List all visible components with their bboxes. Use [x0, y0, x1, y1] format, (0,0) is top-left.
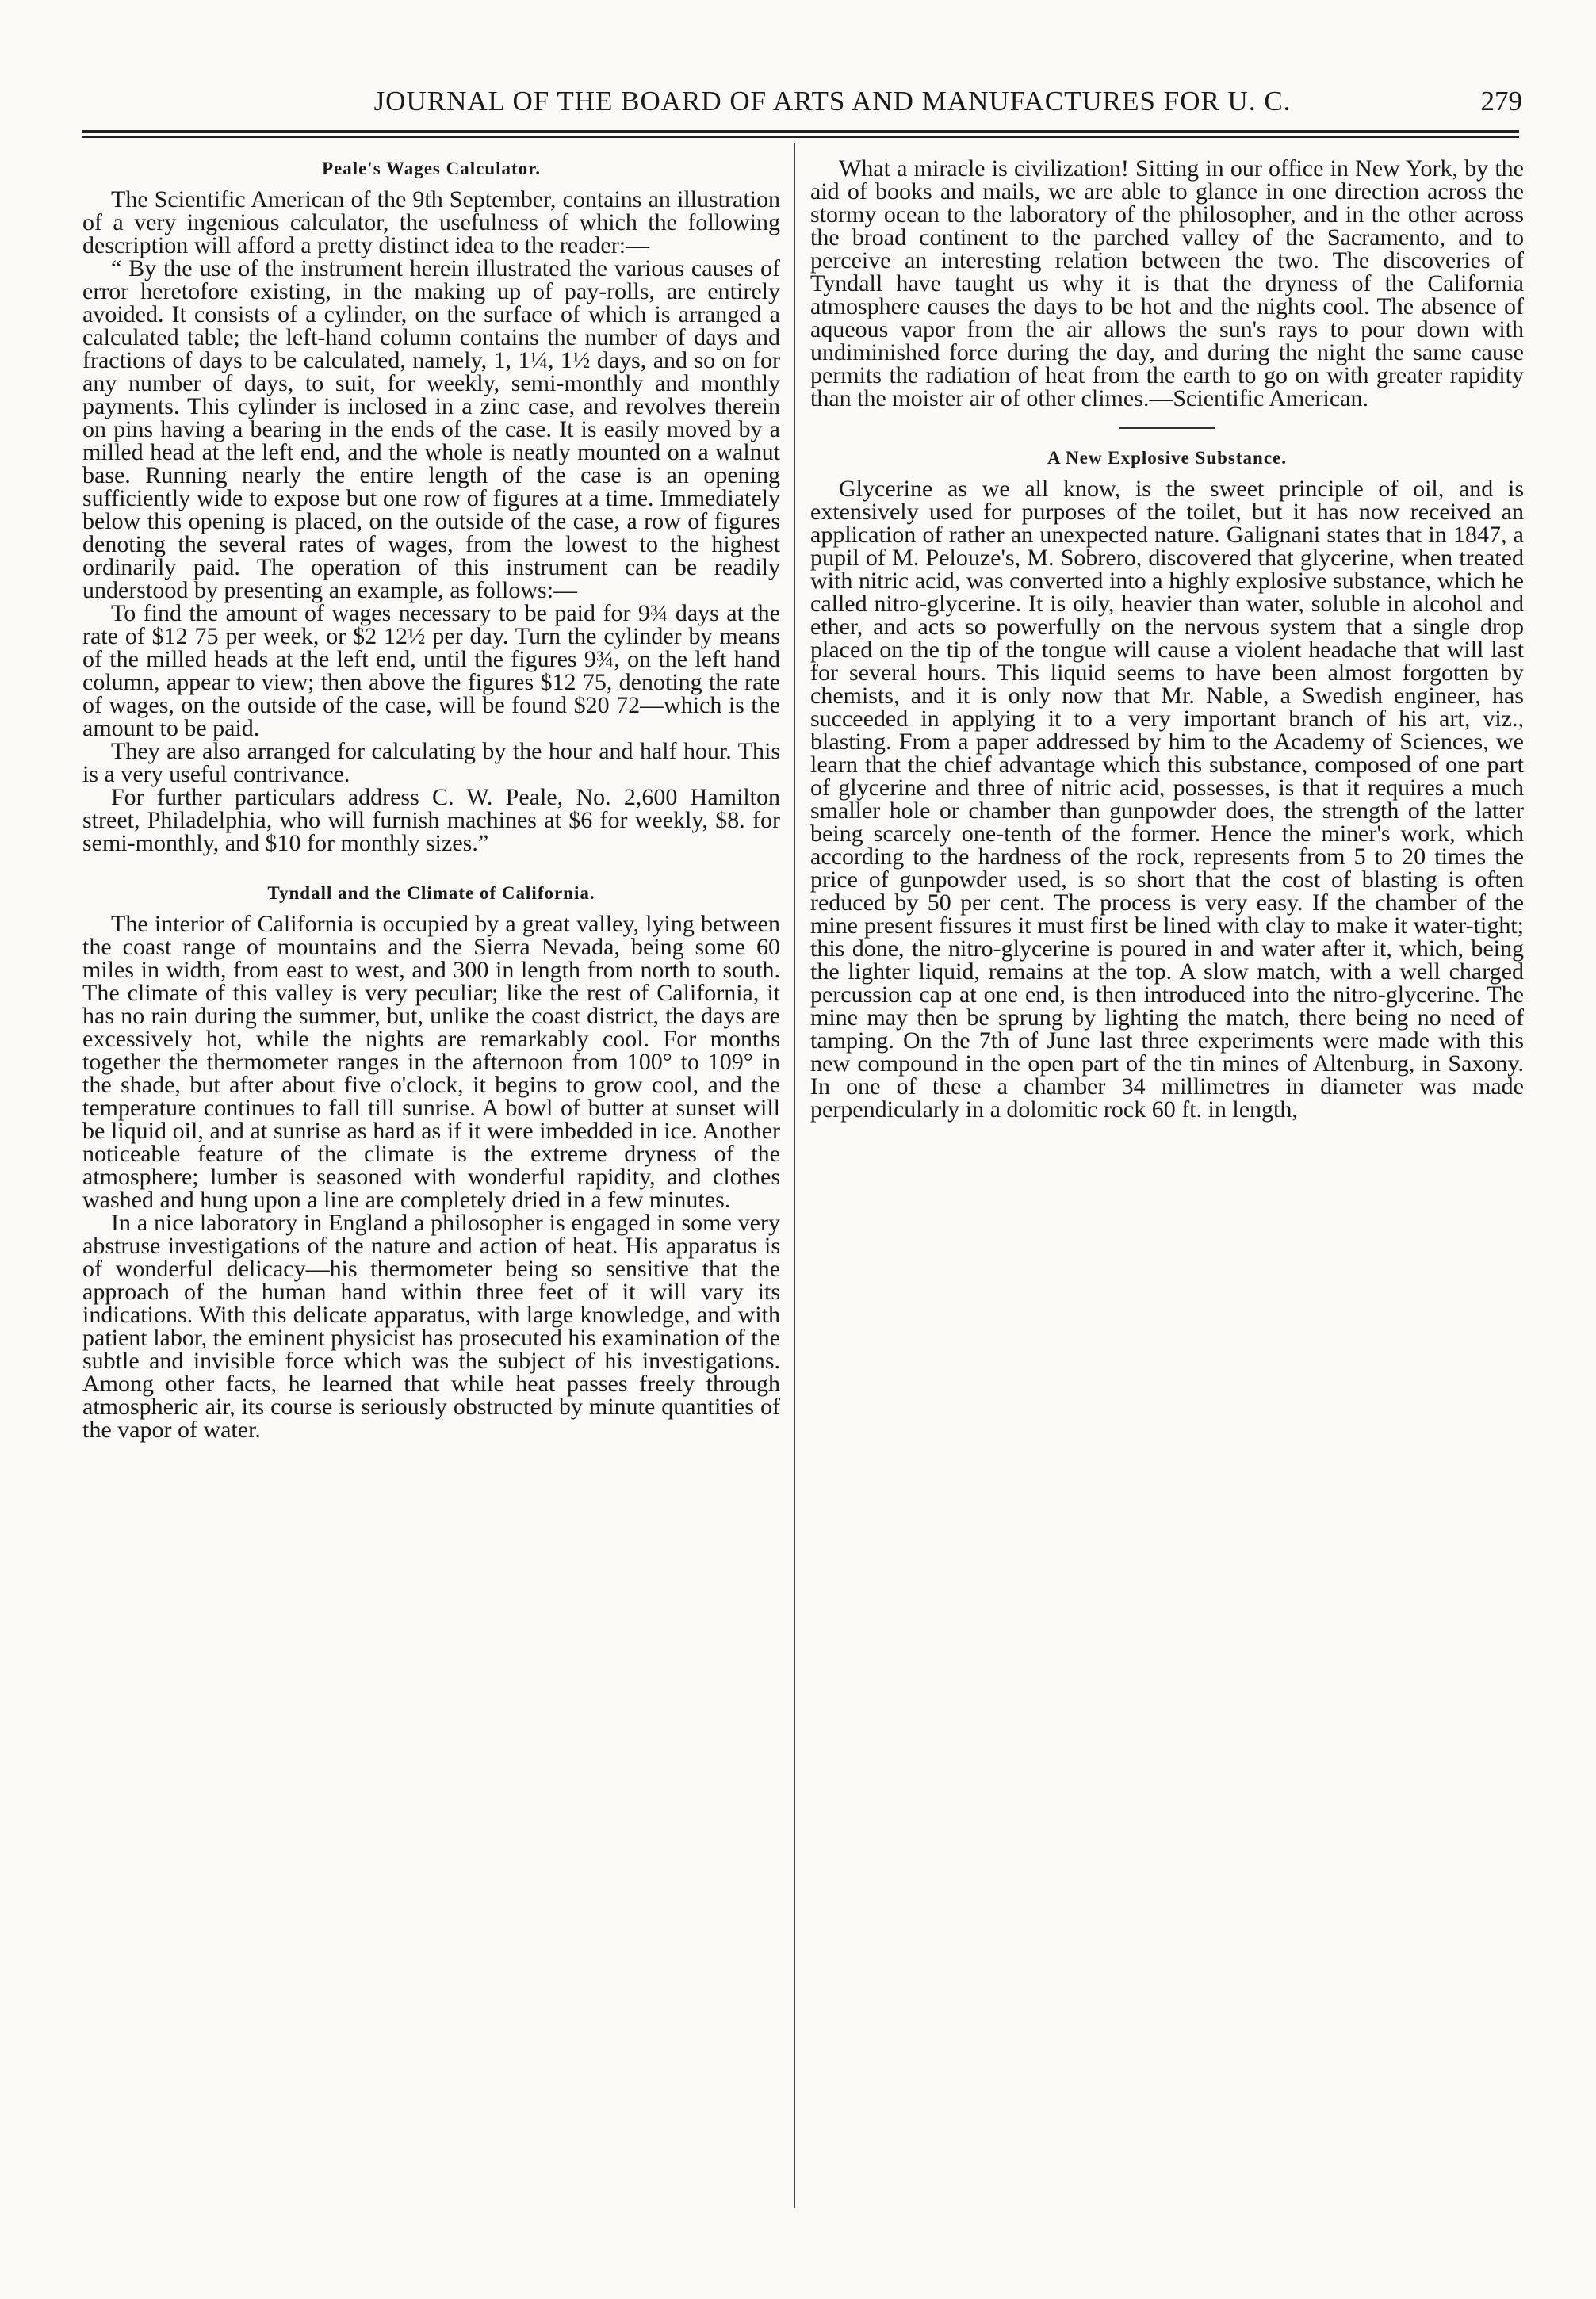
article-title: Tyndall and the Climate of California. [267, 883, 595, 903]
article-title: A New Explosive Substance. [1047, 448, 1288, 468]
article-paragraph: What a miracle is civilization! Sitting in our office in New York, by the aid of books and mails, we are able to glance in one direction across the stormy ocean to the laboratory of the philosopher, and in the other across the broad continent to the parched valley of the Sacramento, and to perceive an interesting relation between the two. The discoveries of Tyndall have taught us why it is that the dryness of the California atmosphere causes the days to be hot and the nights cool. The absence of aqueous vapor from the air allows the sun's rays to pour down with undiminished force during the day, and during the night the same cause permits the radiation of heat from the earth to go on with greater rapidity than the moister air of other climes.—Scientific American. [810, 155, 1524, 411]
article-paragraph: “ By the use of the instrument herein illustrated the various causes of error heretofore existing, in the making up of pay-rolls, are entirely avoided. It consists of a cylinder, on the surface of which is arranged a calculated table; the left-hand column contains the number of days and fractions of days to be calculated, namely, 1, 1¼, 1½ days, and so on for any number of days, to suit, for weekly, semi-monthly and monthly payments. This cylinder is inclosed in a zinc case, and revolves therein on pins having a bearing in the ends of the case. It is easily moved by a milled head at the left end, and the whole is neatly mounted on a walnut base. Running nearly the entire length of the case is an opening sufficiently wide to expose but one row of figures at a time. Immediately below this opening is placed, on the outside of the case, a row of figures denoting the several rates of wages, from the lowest to the highest ordinarily paid. The operation of this instrument can be readily understood by presenting an example, as follows:— [82, 255, 780, 603]
article-paragraph: For further particulars address C. W. Peale, No. 2,600 Hamilton street, Philadelphia, who will furnish machines at $6 for weekly, $8. for semi-monthly, and $10 for monthly sizes.” [82, 784, 780, 856]
page-header [143, 86, 1522, 125]
article-new-explosive-substance [810, 446, 1524, 1121]
article-peales-wages-calculator [82, 157, 780, 855]
article-paragraph: They are also arranged for calculating by the hour and half hour. This is a very useful contrivance. [82, 738, 780, 787]
article-tyndall-climate [82, 882, 780, 1441]
article-tyndall-continued [810, 157, 1524, 410]
header-rule-thin [82, 136, 1519, 138]
article-paragraph: The interior of California is occupied by a great valley, lying between the coast range of mountains and the Sierra Nevada, being some 60 miles in width, from east to west, and 300 in length from north to south. The climate of this valley is very peculiar; like the rest of California, it has no rain during the summer, but, unlike the coast district, the days are excessively hot, while the nights are remarkably cool. For months together the thermometer ranges in the afternoon from 100° to 109° in the shade, but after about five o'clock, it begins to grow cool, and the temperature continues to fall till sunrise. A bowl of butter at sunset will be liquid oil, and at sunrise as hard as if it were imbedded in ice. Another noticeable feature of the climate is the extreme dryness of the atmosphere; lumber is seasoned with wonderful rapidity, and clothes washed and hung upon a line are completely dried in a few minutes. [82, 911, 780, 1213]
page-number: 279 [1480, 86, 1522, 117]
section-divider [1119, 427, 1215, 429]
article-paragraph: In a nice laboratory in England a philosopher is engaged in some very abstruse investigations of the nature and action of heat. His apparatus is of wonderful delicacy—his thermometer being so sensitive that the approach of the human hand within three feet of it will vary its indications. With this delicate apparatus, with large knowledge, and with patient labor, the eminent physicist has prosecuted his examination of the subtle and invisible force which was the subject of his investigations. Among other facts, he learned that while heat passes freely through atmospheric air, its course is seriously obstructed by minute quantities of the vapor of water. [82, 1210, 780, 1443]
right-column [810, 157, 1524, 1121]
article-paragraph: To find the amount of wages necessary to be paid for 9¾ days at the rate of $12 75 per week, or $2 12½ per day. Turn the cylinder by means of the milled heads at the left end, until the figures 9¾, on the left hand column, appear to view; then above the figures $12 75, denoting the rate of wages, on the outside of the case, will be found $20 72—which is the amount to be paid. [82, 600, 780, 741]
header-rule-thick [82, 130, 1519, 133]
running-head: JOURNAL OF THE BOARD OF ARTS AND MANUFACTURES FOR U. C. [373, 86, 1292, 117]
article-paragraph: Glycerine as we all know, is the sweet principle of oil, and is extensively used for purposes of the toilet, but it has now received an application of rather an unexpected nature. Galignani states that in 1847, a pupil of M. Pelouze's, M. Sobrero, discovered that glycerine, when treated with nitric acid, was converted into a highly explosive substance, which he called nitro-glycerine. It is oily, heavier than water, soluble in alcohol and ether, and acts so powerfully on the nervous system that a single drop placed on the tip of the tongue will cause a violent headache that will last for several hours. This liquid seems to have been almost forgotten by chemists, and it is only now that Mr. Nable, a Swedish engineer, has succeeded in applying it to a very important branch of his art, viz., blasting. From a paper addressed by him to the Academy of Sciences, we learn that the chief advantage which this substance, composed of one part of glycerine and three of nitric acid, possesses, is that it requires a much smaller hole or chamber than gunpowder does, the strength of the latter being scarcely one-tenth of the former. Hence the miner's work, which according to the hardness of the rock, represents from 5 to 20 times the price of gunpowder used, is so short that the cost of blasting is often reduced by 50 per cent. The process is very easy. If the chamber of the mine present fissures it must first be lined with clay to make it water-tight; this done, the nitro-glycerine is poured in and water after it, which, being the lighter liquid, remains at the top. A slow match, with a well charged percussion cap at one end, is then introduced into the nitro-glycerine. The mine may then be sprung by lighting the match, there being no need of tamping. On the 7th of June last three experiments were made with this new compound in the open part of the tin mines of Altenburg, in Saxony. In one of these a chamber 34 millimetres in diameter was made perpendicularly in a dolomitic rock 60 ft. in length, [810, 476, 1524, 1123]
article-paragraph: The Scientific American of the 9th September, contains an illustration of a very ingenious calculator, the usefulness of which the following description will afford a pretty distinct idea to the reader:— [82, 186, 780, 258]
column-divider [794, 143, 795, 2208]
article-title: Peale's Wages Calculator. [321, 159, 542, 178]
left-column [82, 157, 780, 1441]
